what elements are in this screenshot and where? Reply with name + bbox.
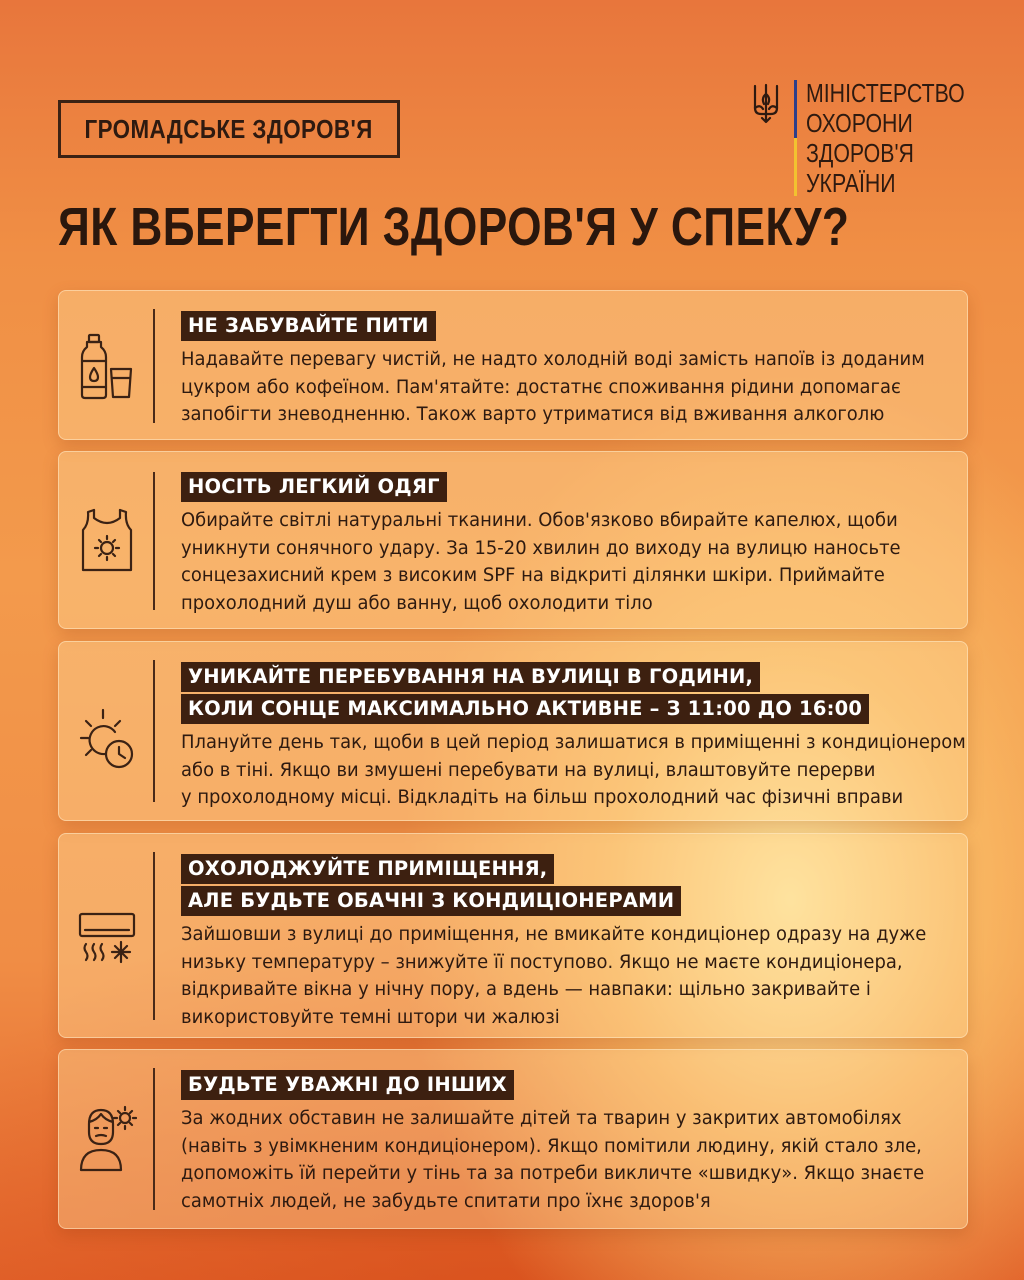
- tip-heading: КОЛИ СОНЦЕ МАКСИМАЛЬНО АКТИВНЕ – З 11:00 ДО 16:00: [181, 694, 869, 724]
- ministry-color-bar: [794, 80, 797, 196]
- ministry-line: ЗДОРОВ'Я: [806, 138, 914, 168]
- ministry-line: УКРАЇНИ: [806, 168, 896, 198]
- bottle-and-glass-icon: [77, 331, 137, 401]
- card-divider: [153, 309, 155, 423]
- tip-text: Плануйте день так, щоби в цей період залишатися в приміщенні з кондиціонером або в тіні. Якщо ви змушені перебувати на вулиці, влаштовуйте перерви у прохолодному місці. Відкладіть на більш прохолодний час фізичні вправи: [181, 732, 966, 808]
- tip-card-clothing: [58, 451, 968, 629]
- card-divider: [153, 472, 155, 610]
- ministry-logo: [752, 80, 972, 200]
- page-title: ЯК ВБЕРЕГТИ ЗДОРОВ'Я У СПЕКУ?: [58, 197, 850, 257]
- sun-clock-icon: [77, 706, 137, 776]
- tank-top-sun-icon: [77, 506, 137, 576]
- ministry-line: МІНІСТЕРСТВО: [806, 78, 965, 108]
- tip-heading: БУДЬТЕ УВАЖНІ ДО ІНШИХ: [181, 1070, 514, 1100]
- trident-icon: [752, 82, 780, 124]
- section-label: ГРОМАДСЬКЕ ЗДОРОВ'Я: [84, 113, 374, 144]
- card-divider: [153, 852, 155, 1020]
- person-sun-icon: [77, 1104, 137, 1174]
- tip-text: Обирайте світлі натуральні тканини. Обов'язково вбирайте капелюх, щоби уникнути сонячного удару. За 15-20 хвилин до виходу на вулицю наносьте сонцезахисний крем з високим SPF на відкриті ділянки шкіри. Приймайте прохолодний душ або ванну, щоб охолодити тіло: [181, 510, 901, 614]
- tip-heading: УНИКАЙТЕ ПЕРЕБУВАННЯ НА ВУЛИЦІ В ГОДИНИ,: [181, 662, 760, 692]
- section-label-box: [58, 100, 400, 158]
- card-divider: [153, 1068, 155, 1210]
- tip-card-cooling: [58, 833, 968, 1038]
- ministry-line: ОХОРОНИ: [806, 108, 913, 138]
- tip-text: За жодних обставин не залишайте дітей та тварин у закритих автомобілях (навіть з увімкненим кондиціонером). Якщо помітили людину, якій стало зле, допоможіть їй перейти у тінь та за потреби викличте «швидку». Якщо знаєте самотніх людей, не забудьте спитати про їхнє здоров'я: [181, 1108, 925, 1212]
- tip-heading: НЕ ЗАБУВАЙТЕ ПИТИ: [181, 311, 436, 341]
- tip-heading: ОХОЛОДЖУЙТЕ ПРИМІЩЕННЯ,: [181, 854, 554, 884]
- tip-card-others: [58, 1049, 968, 1229]
- tip-text: Зайшовши з вулиці до приміщення, не вмикайте кондиціонер одразу на дуже низьку температуру – знижуйте її поступово. Якщо не маєте кондиціонера, відкривайте вікна у нічну пору, а вдень — навпаки: щільно закривайте і використовуйте темні штори чи жалюзі: [181, 924, 927, 1028]
- tip-heading: НОСІТЬ ЛЕГКИЙ ОДЯГ: [181, 472, 447, 502]
- tip-heading: АЛЕ БУДЬТЕ ОБАЧНІ З КОНДИЦІОНЕРАМИ: [181, 886, 681, 916]
- ministry-name: [806, 78, 1000, 198]
- tip-text: Надавайте перевагу чистій, не надто холодній воді замість напоїв із доданим цукром або кофеїном. Пам'ятайте: достатнє споживання рідини допомагає запобігти зневодненню. Також варто утриматися від вживання алкоголю: [181, 349, 925, 425]
- card-divider: [153, 660, 155, 802]
- tip-card-sun-hours: [58, 641, 968, 821]
- tip-card-hydration: [58, 290, 968, 440]
- air-conditioner-icon: [77, 906, 137, 976]
